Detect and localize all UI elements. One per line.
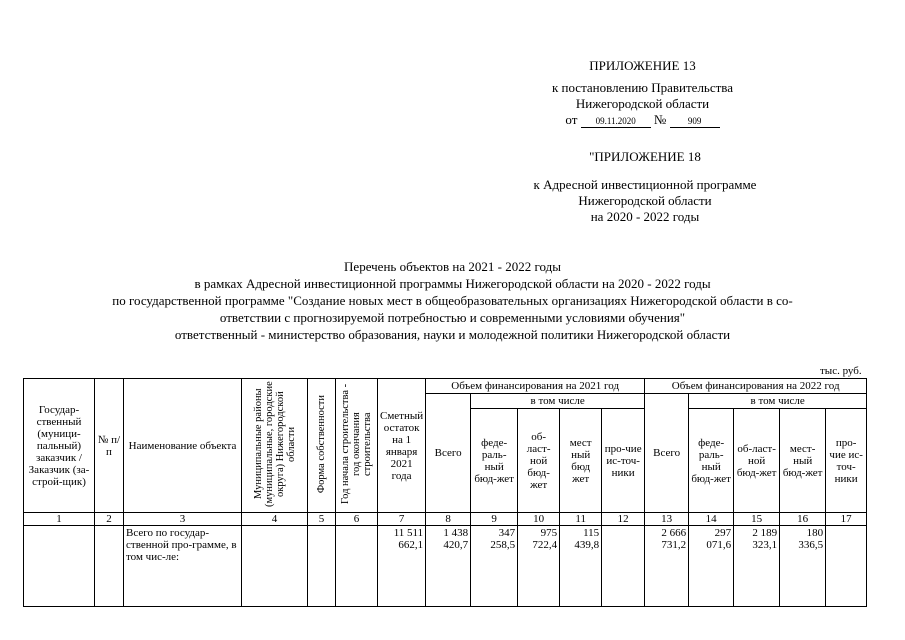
col-number: 7: [378, 513, 426, 526]
header-number: № п/п: [95, 379, 124, 513]
title-line5: ответственный - министерство образования, науки и молодежной политики Нижегородской области: [174, 327, 731, 342]
cell-federal-2021: 347 258,5: [471, 526, 518, 607]
cell-regional-2021: 975 722,4: [518, 526, 560, 607]
cell-total-2021: 1 438 420,7: [426, 526, 471, 607]
title-line1: Перечень объектов на 2021 - 2022 годы: [344, 259, 561, 274]
header-federal-2022: феде-раль-ный бюд-жет: [689, 409, 734, 513]
appendix-18-line3: на 2020 - 2022 годы: [590, 209, 700, 224]
appendix-13-line1: к постановлению Правительства: [551, 80, 734, 95]
col-number: 14: [689, 513, 734, 526]
appendix-18-title: "ПРИЛОЖЕНИЕ 18: [589, 149, 701, 164]
col-number: 9: [471, 513, 518, 526]
col-number: 15: [734, 513, 780, 526]
col-number: 3: [124, 513, 242, 526]
header-regional-2022: об-ласт-ной бюд-жет: [734, 409, 780, 513]
title-line3: по государственной программе "Создание новых мест в общеобразовательных организациях Нижегородской области в со-: [112, 293, 793, 308]
col-number: 4: [242, 513, 308, 526]
cell-local-2022: 180 336,5: [780, 526, 826, 607]
cell-customer: [24, 526, 95, 607]
cell-number: [95, 526, 124, 607]
appendix-13-block: [525, 80, 760, 128]
col-number: 5: [308, 513, 336, 526]
cell-remaining-cost: 11 511 662,1: [378, 526, 426, 607]
appendix-13-date-line: [565, 112, 719, 128]
cell-municipal: [242, 526, 308, 607]
header-years: [336, 379, 378, 513]
cell-ownership: [308, 526, 336, 607]
from-label: от: [565, 112, 578, 127]
col-number: 6: [336, 513, 378, 526]
cell-other-2021: [602, 526, 645, 607]
col-number: 11: [560, 513, 602, 526]
header-financing-2021: Объем финансирования на 2021 год: [426, 379, 645, 394]
header-total-2021: Всего: [426, 394, 471, 513]
appendix-13-line2: Нижегородской области: [575, 96, 710, 111]
objects-table: [23, 378, 867, 607]
col-number: 12: [602, 513, 645, 526]
cell-federal-2022: 297 071,6: [689, 526, 734, 607]
header-total-2022: Всего: [645, 394, 689, 513]
header-regional-2021: об-ласт-ной бюд-жет: [518, 409, 560, 513]
appendix-18-line2: Нижегородской области: [578, 193, 712, 208]
title-line4: ответствии с прогнозируемой потребностью и современными условиями обучения": [219, 310, 686, 325]
col-number: 16: [780, 513, 826, 526]
document-title: [0, 258, 905, 343]
header-years-text: Год начала строительства - год окончания строительства: [340, 383, 373, 505]
col-number: 17: [826, 513, 867, 526]
header-remaining-cost: Сметный остаток на 1 января 2021 года: [378, 379, 426, 513]
col-number: 8: [426, 513, 471, 526]
header-local-2021: мест ный бюд жет: [560, 409, 602, 513]
appendix-18-line1: к Адресной инвестиционной программе: [533, 177, 757, 192]
header-municipal-text: Муниципальные районы (муниципальные, городские округа) Нижегородской области: [252, 381, 297, 507]
header-other-2022: про-чие ис-точ-ники: [826, 409, 867, 513]
units-label: тыс. руб.: [820, 365, 862, 377]
header-ownership: [308, 379, 336, 513]
header-other-2021: про-чие ис-точ-ники: [602, 409, 645, 513]
header-municipal: [242, 379, 308, 513]
header-federal-2021: феде-раль-ный бюд-жет: [471, 409, 518, 513]
appendix-13-title: ПРИЛОЖЕНИЕ 13: [589, 58, 696, 73]
cell-total-2022: 2 666 731,2: [645, 526, 689, 607]
cell-object-name: Всего по государ-ственной про-грамме, в том чис-ле:: [124, 526, 242, 607]
decree-date: 09.11.2020: [581, 115, 651, 128]
appendix-18-block: [500, 177, 790, 225]
header-including-2022: в том числе: [689, 394, 867, 409]
cell-other-2022: [826, 526, 867, 607]
col-number: 2: [95, 513, 124, 526]
col-number: 1: [24, 513, 95, 526]
col-number: 13: [645, 513, 689, 526]
cell-years: [336, 526, 378, 607]
table-row: [24, 526, 867, 607]
cell-local-2021: 115 439,8: [560, 526, 602, 607]
number-sign: №: [653, 112, 667, 127]
header-ownership-text: Форма собственности: [316, 394, 327, 494]
column-numbers-row: [24, 513, 867, 526]
decree-number: 909: [670, 115, 720, 128]
col-number: 10: [518, 513, 560, 526]
header-financing-2022: Объем финансирования на 2022 год: [645, 379, 867, 394]
header-customer: Государ-ственный (муници-пальный) заказчик / Заказчик (за-строй-щик): [24, 379, 95, 513]
header-object-name: Наименование объекта: [124, 379, 242, 513]
header-local-2022: мест-ный бюд-жет: [780, 409, 826, 513]
header-including-2021: в том числе: [471, 394, 645, 409]
cell-regional-2022: 2 189 323,1: [734, 526, 780, 607]
title-line2: в рамках Адресной инвестиционной программы Нижегородской области на 2020 - 2022 годы: [194, 276, 711, 291]
